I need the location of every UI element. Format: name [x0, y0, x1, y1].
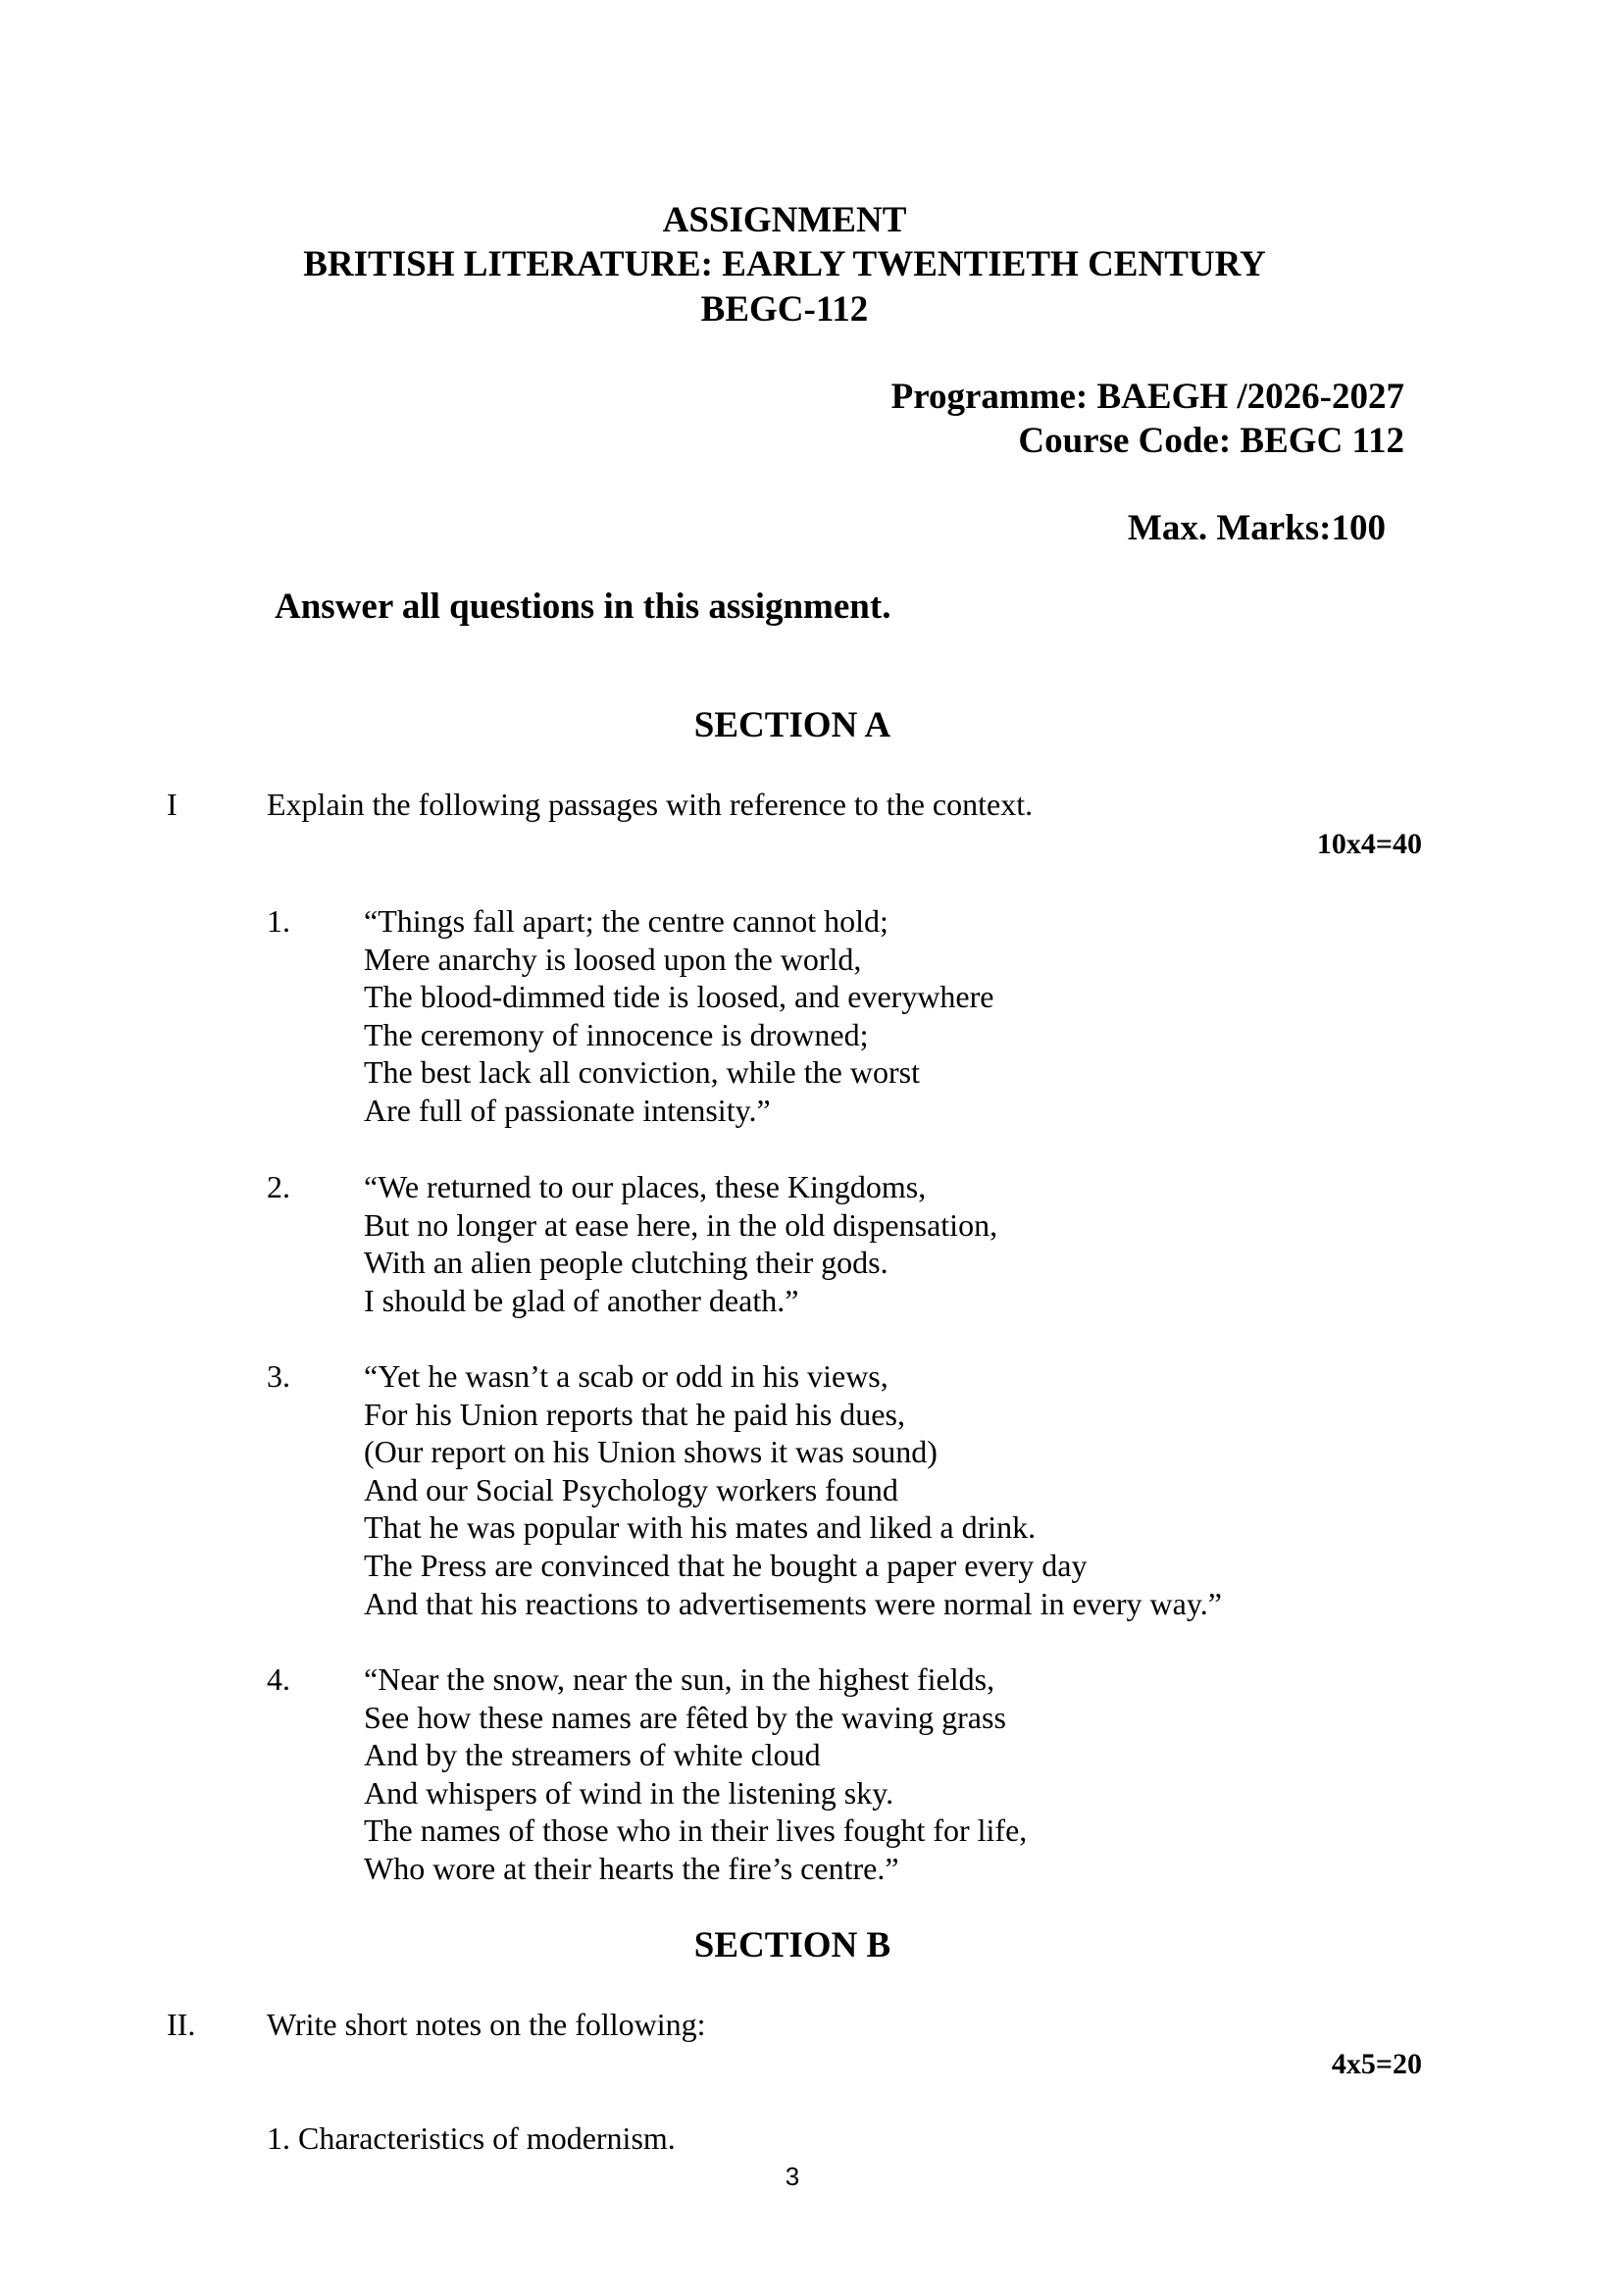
passage-3 [364, 1357, 1222, 1622]
short-note-item: 1. Characteristics of modernism. [267, 2120, 676, 2156]
section-a-prompt: Explain the following passages with reference to the context. [267, 787, 1034, 822]
passage-line: Mere anarchy is loosed upon the world, [364, 941, 862, 977]
passage-line: “Yet he wasn’t a scab or odd in his views, [364, 1358, 888, 1394]
passage-2 [364, 1168, 997, 1319]
passage-line: And that his reactions to advertisements were normal in every way.” [364, 1585, 1222, 1621]
passage-line: I should be glad of another death.” [364, 1282, 799, 1318]
section-a-marks: 10x4=40 [1316, 828, 1422, 860]
passage-4 [364, 1660, 1027, 1888]
passage-line: And by the streamers of white cloud [364, 1737, 821, 1773]
passage-number: 4. [267, 1661, 290, 1697]
passage-line: The ceremony of innocence is drowned; [364, 1016, 869, 1052]
course-title: BRITISH LITERATURE: EARLY TWENTIETH CENTURY [303, 244, 1266, 284]
passage-line: The Press are convinced that he bought a paper every day [364, 1547, 1088, 1583]
passage-line: For his Union reports that he paid his dues, [364, 1396, 905, 1432]
section-b-marks: 4x5=20 [1331, 2048, 1422, 2080]
section-b-heading: SECTION B [693, 1925, 891, 1965]
passage-1 [364, 902, 993, 1130]
passage-line: “Things fall apart; the centre cannot hold; [364, 903, 888, 939]
section-b-roman-numeral: II. [167, 2007, 196, 2042]
passage-line: “Near the snow, near the sun, in the highest fields, [364, 1661, 995, 1697]
passage-line: (Our report on his Union shows it was sound) [364, 1434, 938, 1470]
max-marks-label: Max. Marks:100 [1127, 508, 1386, 548]
passage-line: With an alien people clutching their gods. [364, 1245, 888, 1281]
passage-line: “We returned to our places, these Kingdoms, [364, 1169, 927, 1204]
passage-line: The best lack all conviction, while the worst [364, 1054, 920, 1091]
page-number: 3 [785, 2162, 800, 2191]
section-b-prompt: Write short notes on the following: [267, 2007, 706, 2042]
instruction-text: Answer all questions in this assignment. [275, 587, 891, 627]
section-a-roman-numeral: I [167, 787, 178, 822]
passage-line: See how these names are fêted by the waving grass [364, 1699, 1006, 1735]
course-code-label: Course Code: BEGC 112 [1018, 421, 1404, 461]
passage-line: The blood-dimmed tide is loosed, and everywhere [364, 979, 994, 1015]
course-code-title: BEGC-112 [700, 289, 869, 330]
section-a-heading: SECTION A [693, 705, 891, 745]
passage-line: And our Social Psychology workers found [364, 1471, 898, 1507]
passage-line: But no longer at ease here, in the old dispensation, [364, 1206, 998, 1243]
passage-line: Are full of passionate intensity.” [364, 1092, 771, 1128]
programme-label: Programme: BAEGH /2026-2027 [890, 377, 1404, 417]
passage-line: Who wore at their hearts the fire’s centre.” [364, 1850, 899, 1886]
passage-line: That he was popular with his mates and liked a drink. [364, 1509, 1037, 1546]
passage-number: 1. [267, 903, 290, 939]
passage-line: The names of those who in their lives fought for life, [364, 1812, 1028, 1849]
passage-number: 3. [267, 1358, 290, 1394]
passage-number: 2. [267, 1169, 290, 1204]
passage-line: And whispers of wind in the listening sky. [364, 1774, 894, 1811]
assignment-title: ASSIGNMENT [662, 200, 907, 240]
